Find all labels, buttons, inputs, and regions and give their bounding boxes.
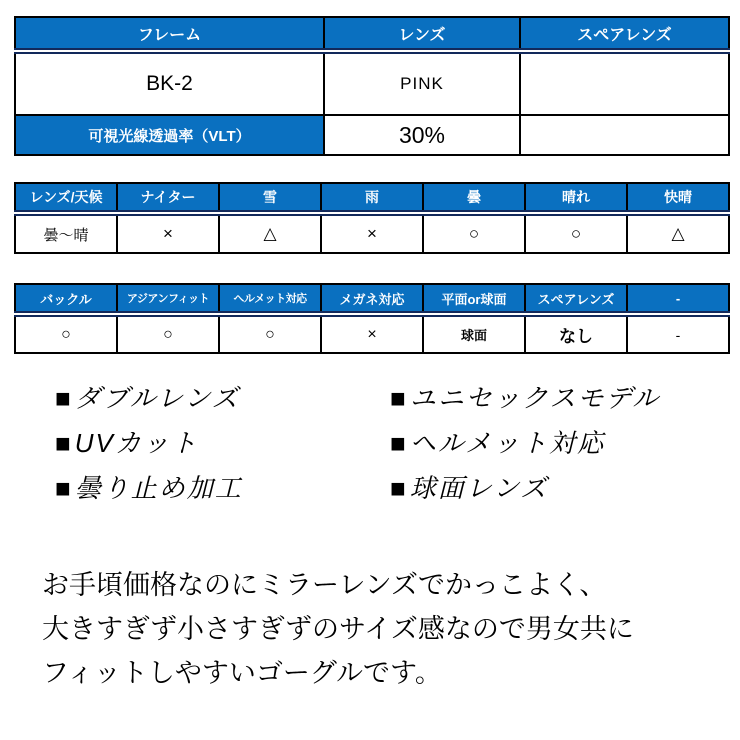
feature-item bbox=[390, 378, 660, 415]
feature-item bbox=[390, 423, 605, 460]
weather-value-snow: △ bbox=[219, 213, 321, 253]
bullet-square-icon: ■ bbox=[390, 383, 408, 413]
description-line: お手頃価格なのにミラーレンズでかっこよく、 bbox=[42, 570, 607, 600]
bullet-square-icon: ■ bbox=[55, 428, 73, 458]
feature-value-glasses: × bbox=[321, 314, 423, 353]
spec-table-header-row bbox=[15, 17, 729, 51]
spec-value-lens: PINK bbox=[324, 51, 520, 115]
feature-value-lens-shape: 球面 bbox=[423, 314, 525, 353]
feature-item bbox=[55, 468, 390, 505]
feature-table-header-row bbox=[15, 284, 729, 314]
feature-item bbox=[55, 378, 390, 415]
weather-table-value-row bbox=[15, 213, 729, 253]
feature-bullet-list bbox=[55, 374, 740, 509]
spec-header-spare-lens: スペアレンズ bbox=[520, 17, 729, 51]
weather-table-header-row bbox=[15, 183, 729, 213]
spec-table bbox=[14, 16, 730, 156]
feature-header-spare-lens: スペアレンズ bbox=[525, 284, 627, 314]
weather-value-sunny: ○ bbox=[525, 213, 627, 253]
feature-header-glasses: メガネ対応 bbox=[321, 284, 423, 314]
feature-header-lens-shape: 平面or球面 bbox=[423, 284, 525, 314]
weather-header-cloudy: 曇 bbox=[423, 183, 525, 213]
spec-value-spare-lens bbox=[520, 51, 729, 115]
vlt-value: 30% bbox=[324, 115, 520, 155]
weather-header-clear: 快晴 bbox=[627, 183, 729, 213]
feature-table bbox=[14, 283, 730, 354]
feature-header-buckle: バックル bbox=[15, 284, 117, 314]
feature-value-asian-fit: ○ bbox=[117, 314, 219, 353]
vlt-spare-cell bbox=[520, 115, 729, 155]
weather-header-lens-weather: レンズ/天候 bbox=[15, 183, 117, 213]
feature-row bbox=[55, 419, 740, 464]
feature-label: ダブルレンズ bbox=[74, 383, 240, 413]
bullet-square-icon: ■ bbox=[55, 383, 73, 413]
feature-label: 球面レンズ bbox=[409, 473, 549, 503]
feature-header-helmet: ヘルメット対応 bbox=[219, 284, 321, 314]
feature-label: UVカット bbox=[74, 428, 199, 458]
feature-value-helmet: ○ bbox=[219, 314, 321, 353]
product-description bbox=[42, 563, 740, 695]
weather-value-lens-type: 曇〜晴 bbox=[15, 213, 117, 253]
weather-header-night: ナイター bbox=[117, 183, 219, 213]
feature-row bbox=[55, 464, 740, 509]
product-spec-page bbox=[14, 16, 740, 695]
spec-table-value-row bbox=[15, 51, 729, 115]
bullet-square-icon: ■ bbox=[55, 473, 73, 503]
feature-label: ユニセックスモデル bbox=[409, 383, 661, 413]
weather-header-rain: 雨 bbox=[321, 183, 423, 213]
feature-value-spare-lens: なし bbox=[525, 314, 627, 353]
feature-value-dash: - bbox=[627, 314, 729, 353]
description-line: フィットしやすいゴーグルです。 bbox=[42, 658, 442, 688]
feature-row bbox=[55, 374, 740, 419]
feature-value-buckle: ○ bbox=[15, 314, 117, 353]
vlt-label: 可視光線透過率（VLT） bbox=[15, 115, 324, 155]
weather-header-sunny: 晴れ bbox=[525, 183, 627, 213]
feature-item bbox=[55, 423, 390, 460]
feature-header-asian-fit: アジアンフィット bbox=[117, 284, 219, 314]
spec-header-lens: レンズ bbox=[324, 17, 520, 51]
vlt-row bbox=[15, 115, 729, 155]
feature-header-dash: - bbox=[627, 284, 729, 314]
feature-item bbox=[390, 468, 548, 505]
weather-value-night: × bbox=[117, 213, 219, 253]
feature-table-value-row bbox=[15, 314, 729, 353]
spec-value-frame: BK-2 bbox=[15, 51, 324, 115]
feature-label: ヘルメット対応 bbox=[409, 428, 605, 458]
weather-value-rain: × bbox=[321, 213, 423, 253]
weather-value-cloudy: ○ bbox=[423, 213, 525, 253]
bullet-square-icon: ■ bbox=[390, 428, 408, 458]
spec-header-frame: フレーム bbox=[15, 17, 324, 51]
feature-label: 曇り止め加工 bbox=[74, 473, 243, 503]
bullet-square-icon: ■ bbox=[390, 473, 408, 503]
weather-table bbox=[14, 182, 730, 254]
weather-value-clear: △ bbox=[627, 213, 729, 253]
description-line: 大きすぎず小さすぎずのサイズ感なので男女共に bbox=[42, 614, 634, 644]
weather-header-snow: 雪 bbox=[219, 183, 321, 213]
